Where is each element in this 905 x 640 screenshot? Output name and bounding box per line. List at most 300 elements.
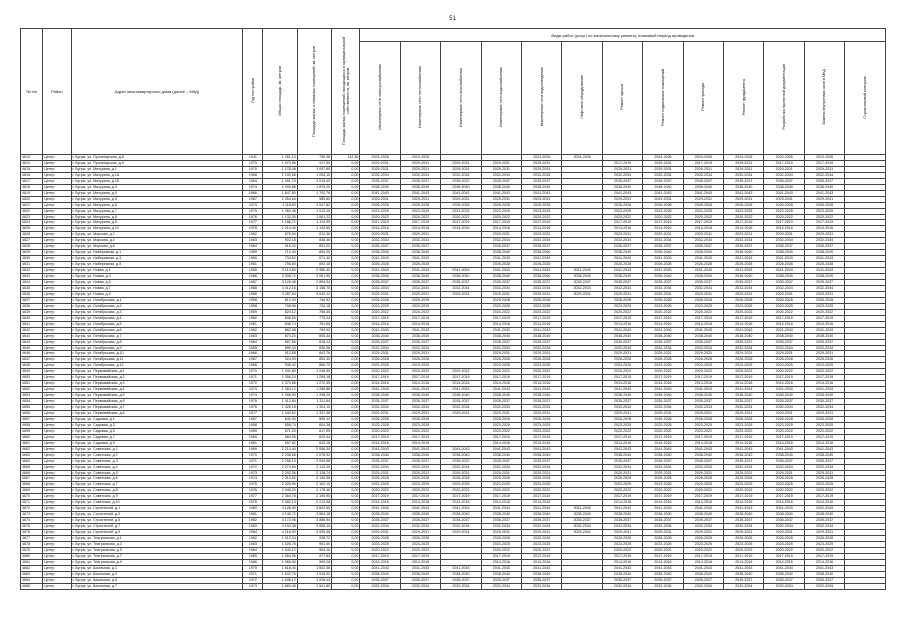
cell-num: 4632 (21, 268, 43, 274)
cell-work-1: 2032-2034 (400, 583, 440, 589)
cell-area-premises: 830,08 (297, 345, 331, 351)
cell-work-10: 2014-2016 (764, 226, 804, 232)
cell-year: 1961 (243, 262, 263, 268)
cell-area-premises: 2 195,90 (297, 494, 331, 500)
cell-work-4: 2014-2016 (522, 559, 562, 565)
cell-address: г. Бугры, ул. Октябрьская, д.10 (71, 351, 243, 357)
cell-work-2: 2032-2034 (441, 583, 481, 589)
cell-work-11: 2017-2019 (804, 220, 844, 226)
cell-work-11: 2017-2019 (804, 375, 844, 381)
cell-work-10: 2020-2022 (764, 214, 804, 220)
cell-work-10: 2026-2028 (764, 416, 804, 422)
cell-work-6: 2041-2043 (602, 327, 642, 333)
cell-work-4: 2014-2016 (522, 226, 562, 232)
cell-work-9: 2035-2037 (724, 244, 764, 250)
cell-work-8: 2026-2028 (683, 297, 723, 303)
cell-district: Центр (43, 184, 71, 190)
cell-num: 4649 (21, 369, 43, 375)
cell-work-9: 2020-2022 (724, 428, 764, 434)
cell-work-7: 2023-2025 (643, 541, 683, 547)
cell-district: Центр (43, 571, 71, 577)
cell-work-9: 2041-2043 (724, 565, 764, 571)
cell-work-9: 2029-2031 (724, 160, 764, 166)
cell-num: 4624 (21, 220, 43, 226)
cell-address: г. Бугры, ул. Мичурина, д.9 (71, 220, 243, 226)
cell-work-0: 2041-2043 (360, 506, 400, 512)
cell-work-8: 2041-2043 (683, 190, 723, 196)
cell-work-2: 2032-2034 (441, 285, 481, 291)
cell-area-municipal: 0,00 (332, 297, 360, 303)
cell-area-municipal: 0,00 (332, 315, 360, 321)
cell-year: 1986 (243, 274, 263, 280)
cell-area-municipal: 0,00 (332, 494, 360, 500)
cell-work-0: 2029-2031 (360, 232, 400, 238)
cell-address: г. Бугры, ул. Мичурина, д.1А (71, 172, 243, 178)
cell-work-9: 2014-2016 (724, 440, 764, 446)
cell-work-9: 2035-2037 (724, 399, 764, 405)
cell-work-4: 2017-2019 (522, 375, 562, 381)
cell-work-6: 2026-2028 (602, 357, 642, 363)
cell-area-municipal: 0,00 (332, 309, 360, 315)
cell-work-3: 2032-2034 (481, 524, 521, 530)
cell-work-8: 2038-2040 (683, 184, 723, 190)
cell-work-11: 2020-2022 (804, 309, 844, 315)
cell-area-municipal: 0,00 (332, 351, 360, 357)
header-works-group: Виды работ (услуг) по капитальному ремонту, плановый период проведения (360, 29, 886, 42)
cell-work-6: 2035-2037 (602, 399, 642, 405)
cell-work-7: 2035-2037 (643, 399, 683, 405)
cell-district: Центр (43, 196, 71, 202)
cell-work-7: 2017-2019 (643, 315, 683, 321)
cell-work-7: 2023-2025 (643, 303, 683, 309)
cell-area-municipal: 0,00 (332, 547, 360, 553)
cell-address: г. Бугры, ул. Октябрьская, д.6 (71, 327, 243, 333)
cell-year: 1966 (243, 190, 263, 196)
cell-area-premises: 938,72 (297, 536, 331, 542)
cell-work-5: 2029-2031 (562, 530, 602, 536)
cell-work-3: 2035-2037 (481, 399, 521, 405)
cell-work-7: 2024-2026 (643, 155, 683, 161)
cell-year: 1977 (243, 410, 263, 416)
cell-work-10: 2038-2040 (764, 333, 804, 339)
cell-work-9: 2017-2019 (724, 494, 764, 500)
cell-work-9: 2026-2028 (724, 357, 764, 363)
cell-num: 4662 (21, 446, 43, 452)
cell-work-7: 2023-2025 (643, 363, 683, 369)
cell-work-11: 2014-2016 (804, 440, 844, 446)
cell-year: 1989 (243, 291, 263, 297)
cell-work-11: 2017-2019 (804, 434, 844, 440)
cell-work-9: 2038-2040 (724, 393, 764, 399)
cell-work-6: 2020-2022 (602, 369, 642, 375)
cell-work-11: 2038-2040 (804, 571, 844, 577)
cell-work-8: 2041-2043 (683, 256, 723, 262)
cell-district: Центр (43, 309, 71, 315)
cell-address: г. Бугры, ул. Советская, д.3 (71, 458, 243, 464)
cell-work-3: 2032-2034 (481, 464, 521, 470)
cell-area-municipal: 0,00 (332, 363, 360, 369)
cell-work-8: 2017-2019 (683, 494, 723, 500)
cell-work-11: 2020-2022 (804, 369, 844, 375)
cell-district: Центр (43, 524, 71, 530)
cell-work-4: 2014-2016 (522, 381, 562, 387)
cell-area-premises: 964,16 (297, 547, 331, 553)
cell-area-municipal: 0,00 (332, 232, 360, 238)
cell-work-11: 2029-2031 (804, 351, 844, 357)
cell-work-6: 2041-2043 (602, 256, 642, 262)
cell-work-8: 2041-2043 (683, 387, 723, 393)
cell-district: Центр (43, 458, 71, 464)
cell-work-8: 2023-2025 (683, 482, 723, 488)
cell-year: 1964 (243, 339, 263, 345)
cell-work-1: 2041-2043 (400, 256, 440, 262)
cell-work-0: 2029-2031 (360, 530, 400, 536)
cell-work-0: 2041-2043 (360, 446, 400, 452)
cell-work-11: 2020-2022 (804, 214, 844, 220)
cell-address: г. Бугры, ул. Садовая, д.3 (71, 422, 243, 428)
cell-work-7: 2026-2028 (643, 262, 683, 268)
cell-work-7: 2035-2037 (643, 280, 683, 286)
cell-work-3: 2023-2025 (481, 422, 521, 428)
cell-work-1: 2020-2022 (400, 488, 440, 494)
cell-work-6: 2038-2040 (602, 452, 642, 458)
cell-area-total: 697,82 (263, 440, 297, 446)
cell-area-total: 642,30 (263, 416, 297, 422)
cell-district: Центр (43, 232, 71, 238)
cell-work-9: 2038-2040 (724, 452, 764, 458)
cell-work-3: 2032-2034 (481, 405, 521, 411)
cell-area-total: 1 356,24 (263, 375, 297, 381)
cell-work-10: 2014-2016 (764, 440, 804, 446)
cell-work-10: 2038-2040 (764, 274, 804, 280)
cell-area-premises: 654,20 (297, 250, 331, 256)
cell-work-1: 2029-2031 (400, 232, 440, 238)
cell-address: г. Бугры, ул. Октябрьская, д.7 (71, 333, 243, 339)
cell-work-9: 2029-2031 (724, 196, 764, 202)
cell-work-8: 2029-2031 (683, 530, 723, 536)
cell-work-4: 2032-2034 (522, 524, 562, 530)
cell-work-3: 2041-2043 (481, 387, 521, 393)
cell-address: г. Бугры, ул. Советская, д.6 (71, 476, 243, 482)
cell-area-premises: 795,36 (297, 155, 331, 161)
cell-address: г. Бугры, ул. Строителей, д.5 (71, 518, 243, 524)
cell-work-9: 2029-2031 (724, 166, 764, 172)
header-work-11: Замена внутренних окон в МКД (804, 42, 844, 155)
cell-work-0: 2029-2031 (360, 410, 400, 416)
cell-work-11: 2041-2043 (804, 387, 844, 393)
cell-area-municipal: 0,00 (332, 160, 360, 166)
cell-num: 4627 (21, 238, 43, 244)
cell-work-3: 2026-2028 (481, 476, 521, 482)
cell-work-9: 2014-2016 (724, 226, 764, 232)
cell-work-3: 2023-2025 (481, 303, 521, 309)
cell-work-1: 2020-2022 (400, 428, 440, 434)
cell-work-0: 2041-2043 (360, 268, 400, 274)
cell-area-municipal: 0,00 (332, 196, 360, 202)
cell-area-premises: 2 894,34 (297, 280, 331, 286)
cell-district: Центр (43, 220, 71, 226)
cell-work-7: 2038-2040 (643, 393, 683, 399)
cell-district: Центр (43, 339, 71, 345)
cell-year: 1975 (243, 208, 263, 214)
cell-work-4: 2035-2037 (522, 244, 562, 250)
cell-work-4: 2038-2040 (522, 333, 562, 339)
cell-work-6: 2020-2022 (602, 547, 642, 553)
cell-work-4: 2041-2043 (522, 256, 562, 262)
cell-area-municipal: 0,00 (332, 387, 360, 393)
cell-area-premises: 3 042,12 (297, 291, 331, 297)
cell-work-1: 2023-2025 (400, 541, 440, 547)
cell-work-6: 2026-2028 (602, 202, 642, 208)
cell-num: 4668 (21, 482, 43, 488)
cell-work-10: 2035-2037 (764, 577, 804, 583)
cell-work-11: 2017-2019 (804, 315, 844, 321)
cell-area-premises: 1 094,10 (297, 172, 331, 178)
cell-area-total: 3 126,48 (263, 280, 297, 286)
cell-work-2: 2032-2034 (441, 524, 481, 530)
cell-num: 4667 (21, 476, 43, 482)
page-number: 51 (449, 16, 456, 22)
table-row (21, 583, 886, 589)
cell-district: Центр (43, 553, 71, 559)
cell-work-11: 2029-2031 (804, 530, 844, 536)
cell-work-7: 2017-2019 (643, 375, 683, 381)
cell-work-8: 2032-2034 (683, 172, 723, 178)
cell-area-total: 1 068,90 (263, 559, 297, 565)
cell-work-10: 2038-2040 (764, 393, 804, 399)
cell-address: г. Бугры, ул. Набережная, д.5 (71, 262, 243, 268)
cell-work-11: 2029-2031 (804, 166, 844, 172)
cell-work-2: 2041-2043 (441, 387, 481, 393)
cell-num: 4623 (21, 214, 43, 220)
cell-district: Центр (43, 583, 71, 589)
cell-work-10: 2026-2028 (764, 476, 804, 482)
cell-area-municipal: 0,00 (332, 285, 360, 291)
cell-area-total: 1 073,56 (263, 160, 297, 166)
cell-address: г. Бугры, ул. Октябрьская, д.5 (71, 321, 243, 327)
cell-area-municipal: 0,00 (332, 458, 360, 464)
cell-year: 1987 (243, 280, 263, 286)
cell-work-5: 2035-2037 (562, 280, 602, 286)
cell-work-4: 2032-2034 (522, 345, 562, 351)
cell-work-1: 2038-2040 (400, 393, 440, 399)
cell-work-6: 2029-2031 (602, 291, 642, 297)
cell-work-7: 2020-2022 (643, 214, 683, 220)
cell-work-11: 2023-2025 (804, 208, 844, 214)
cell-work-2: 2035-2037 (441, 518, 481, 524)
cell-work-10: 2029-2031 (764, 291, 804, 297)
cell-work-0: 2038-2040 (360, 250, 400, 256)
cell-work-7: 2041-2043 (643, 268, 683, 274)
cell-work-7: 2029-2031 (643, 196, 683, 202)
cell-num: 4647 (21, 357, 43, 363)
cell-area-total: 862,08 (263, 327, 297, 333)
cell-work-3: 2032-2034 (481, 583, 521, 589)
cell-work-7: 2017-2019 (643, 553, 683, 559)
cell-work-7: 2029-2031 (643, 351, 683, 357)
cell-work-2: 2029-2031 (441, 530, 481, 536)
cell-work-11: 2023-2025 (804, 363, 844, 369)
cell-work-6: 2017-2019 (602, 553, 642, 559)
table-body (21, 155, 886, 590)
cell-work-2: 2038-2040 (441, 184, 481, 190)
cell-area-municipal: 0,00 (332, 422, 360, 428)
cell-address: г. Бугры, ул. Садовая, д.7 (71, 434, 243, 440)
cell-work-8: 2029-2031 (683, 232, 723, 238)
cell-num: 4640 (21, 315, 43, 321)
cell-work-7: 2038-2040 (643, 333, 683, 339)
cell-area-total: 1 847,80 (263, 190, 297, 196)
cell-work-1: 2023-2025 (400, 363, 440, 369)
cell-year: 1982 (243, 518, 263, 524)
cell-work-2: 2041-2043 (441, 190, 481, 196)
cell-year: 1962 (243, 536, 263, 542)
cell-address: г. Бугры, ул. Набережная, д.3 (71, 256, 243, 262)
cell-work-10: 2041-2043 (764, 387, 804, 393)
cell-work-9: 2023-2025 (724, 422, 764, 428)
cell-work-7: 2029-2031 (643, 160, 683, 166)
cell-work-4: 2020-2022 (522, 547, 562, 553)
cell-work-10: 2023-2025 (764, 208, 804, 214)
cell-work-10: 2017-2019 (764, 375, 804, 381)
cell-work-3: 2017-2019 (481, 553, 521, 559)
cell-num: 4613 (21, 155, 43, 161)
cell-work-0: 2032-2034 (360, 583, 400, 589)
cell-area-premises: 985,60 (297, 196, 331, 202)
cell-year: 1972 (243, 464, 263, 470)
cell-work-11: 2014-2016 (804, 500, 844, 506)
cell-work-9: 2032-2034 (724, 405, 764, 411)
cell-work-8: 2041-2043 (683, 327, 723, 333)
cell-year: 1970 (243, 565, 263, 571)
cell-work-1: 2035-2037 (400, 518, 440, 524)
cell-work-8: 2017-2019 (683, 375, 723, 381)
cell-work-7: 2014-2016 (643, 381, 683, 387)
cell-work-0: 2020-2022 (360, 369, 400, 375)
cell-address: г. Бугры, ул. Первомайская, д.2 (71, 375, 243, 381)
cell-work-9: 2023-2025 (724, 363, 764, 369)
cell-work-2: 2029-2031 (441, 160, 481, 166)
cell-address: г. Бугры, ул. Октябрьская, д.12 (71, 363, 243, 369)
cell-area-total: 1 440,62 (263, 410, 297, 416)
cell-work-0: 2041-2043 (360, 256, 400, 262)
cell-address: г. Бугры, ул. Школьная, д.7 (71, 583, 243, 589)
cell-area-total: 1 132,30 (263, 214, 297, 220)
cell-work-5: 2038-2040 (562, 274, 602, 280)
cell-work-5: 2032-2034 (562, 285, 602, 291)
cell-work-6: 2038-2040 (602, 250, 642, 256)
cell-year: 1977 (243, 494, 263, 500)
cell-area-municipal: 0,00 (332, 202, 360, 208)
cell-work-7: 2038-2040 (643, 512, 683, 518)
cell-work-0: 2026-2028 (360, 202, 400, 208)
cell-address: г. Бугры, ул. Морская, д.4 (71, 238, 243, 244)
cell-work-4: 2029-2031 (522, 232, 562, 238)
cell-num: 4646 (21, 351, 43, 357)
header-work-10: Разработка проектной документации (764, 42, 804, 155)
cell-work-2: 2035-2037 (441, 280, 481, 286)
cell-work-0: 2038-2040 (360, 333, 400, 339)
cell-work-11: 2026-2028 (804, 297, 844, 303)
cell-work-2: 2038-2040 (441, 571, 481, 577)
cell-work-3: 2023-2025 (481, 208, 521, 214)
cell-work-10: 2023-2025 (764, 363, 804, 369)
cell-district: Центр (43, 351, 71, 357)
cell-area-premises: 3 158,70 (297, 285, 331, 291)
cell-work-0: 2041-2043 (360, 327, 400, 333)
cell-work-4: 2024-2026 (522, 155, 562, 161)
cell-work-10: 2023-2025 (764, 422, 804, 428)
cell-num: 4650 (21, 375, 43, 381)
cell-district: Центр (43, 470, 71, 476)
cell-num: 4617 (21, 178, 43, 184)
cell-work-11: 2041-2043 (804, 446, 844, 452)
cell-area-premises: 1 259,18 (297, 375, 331, 381)
cell-work-10: 2026-2028 (764, 536, 804, 542)
cell-work-5: 2032-2034 (562, 524, 602, 530)
cell-work-0: 2029-2031 (360, 470, 400, 476)
cell-work-3: 2035-2037 (481, 577, 521, 583)
cell-area-premises: 3 930,46 (297, 530, 331, 536)
cell-work-11: 2026-2028 (804, 476, 844, 482)
cell-work-7: 2017-2019 (643, 220, 683, 226)
cell-work-0: 2023-2025 (360, 482, 400, 488)
cell-work-8: 2024-2026 (683, 155, 723, 161)
cell-num: 4680 (21, 553, 43, 559)
cell-work-11: 2041-2043 (804, 565, 844, 571)
capital-repair-table-sheet (20, 28, 886, 590)
cell-num: 4657 (21, 416, 43, 422)
cell-work-7: 2032-2034 (643, 172, 683, 178)
cell-work-10: 2032-2034 (764, 238, 804, 244)
cell-year: 1985 (243, 268, 263, 274)
cell-year: 1974 (243, 476, 263, 482)
cell-area-premises: 1 285,86 (297, 387, 331, 393)
cell-work-3: 2029-2031 (481, 196, 521, 202)
cell-work-11: 2023-2025 (804, 482, 844, 488)
cell-work-6: 2041-2043 (602, 446, 642, 452)
cell-area-total: 734,62 (263, 256, 297, 262)
cell-district: Центр (43, 547, 71, 553)
cell-num: 4622 (21, 208, 43, 214)
cell-work-2: 2017-2019 (441, 494, 481, 500)
cell-work-6: 2041-2043 (602, 565, 642, 571)
cell-address: г. Бугры, ул. Школьная, д.1 (71, 565, 243, 571)
cell-work-6: 2017-2019 (602, 494, 642, 500)
cell-address: г. Бугры, ул. Мичурина, д.5 (71, 196, 243, 202)
cell-work-7: 2026-2028 (643, 416, 683, 422)
cell-work-6: 2023-2025 (602, 363, 642, 369)
cell-district: Центр (43, 280, 71, 286)
cell-work-6: 2017-2019 (602, 315, 642, 321)
cell-area-municipal: 0,00 (332, 178, 360, 184)
cell-work-10: 2023-2025 (764, 482, 804, 488)
cell-num: 4669 (21, 488, 43, 494)
cell-work-10: 2041-2043 (764, 190, 804, 196)
cell-work-1: 2029-2031 (400, 291, 440, 297)
cell-num: 4615 (21, 166, 43, 172)
cell-area-total: 1 632,76 (263, 571, 297, 577)
cell-area-municipal: 0,00 (332, 369, 360, 375)
cell-district: Центр (43, 363, 71, 369)
cell-address: г. Бугры, ул. Октябрьская, д.8 (71, 339, 243, 345)
cell-address: г. Бугры, ул. Советская, д.5 (71, 470, 243, 476)
cell-work-1: 2014-2016 (400, 500, 440, 506)
cell-area-premises: 951,40 (297, 541, 331, 547)
cell-work-10: 2041-2043 (764, 565, 804, 571)
cell-district: Центр (43, 160, 71, 166)
cell-area-municipal: 0,00 (332, 303, 360, 309)
